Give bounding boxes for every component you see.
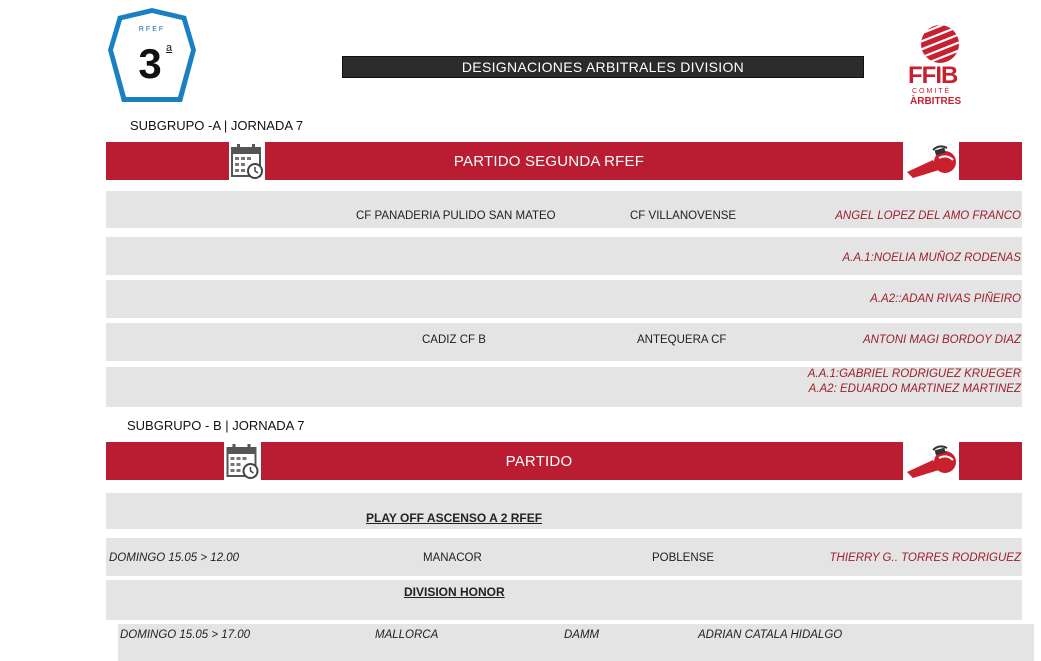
ffib-ball-icon (920, 24, 960, 64)
home-team: CF PANADERIA PULIDO SAN MATEO (356, 210, 556, 222)
section-playoff-row (106, 493, 1022, 529)
ffib-logo (906, 22, 968, 108)
rfef-logo (104, 4, 200, 108)
home-team: CADIZ CF B (422, 334, 486, 346)
assistant-2: A.A2::ADAN RIVAS PIÑEIRO (870, 293, 1021, 305)
assistant-1: A.A.1:GABRIEL RODRIGUEZ KRUEGER (807, 368, 1021, 380)
page-title: DESIGNACIONES ARBITRALES DIVISION (342, 56, 864, 78)
home-team: MALLORCA (375, 629, 439, 641)
section-division-honor-row (106, 580, 1022, 620)
whistle-icon (903, 442, 959, 480)
referee: THIERRY G.. TORRES RODRIGUEZ (829, 552, 1021, 564)
referee: ANGEL LOPEZ DEL AMO FRANCO (835, 210, 1021, 222)
rfef-brand: RFEF (138, 26, 166, 33)
referee: ANTONI MAGI BORDOY DIAZ (862, 334, 1021, 346)
whistle-icon (903, 142, 959, 180)
ffib-brand: FFIB (908, 62, 958, 89)
referee: ADRIAN CATALA HIDALGO (698, 629, 843, 641)
away-team: DAMM (564, 629, 600, 641)
calendar-clock-icon (224, 442, 261, 480)
home-team: MANACOR (423, 552, 482, 564)
group-b-banner-label: PARTIDO (505, 452, 573, 470)
rfef-ordinal: a (166, 42, 173, 54)
match-date: DOMINGO 15.05 > 12.00 (109, 552, 240, 564)
rfef-number: 3 (138, 40, 162, 87)
group-a-label: SUBGRUPO -A | JORNADA 7 (130, 118, 304, 133)
group-b-label: SUBGRUPO - B | JORNADA 7 (127, 418, 305, 433)
ffib-line2: ÀRBITRES (910, 96, 962, 107)
away-team: POBLENSE (652, 552, 714, 564)
away-team: ANTEQUERA CF (637, 334, 727, 346)
section-division-honor-title: DIVISION HONOR (404, 585, 505, 599)
assistant-2: A.A2: EDUARDO MARTINEZ MARTINEZ (808, 383, 1021, 395)
group-a-banner-label: PARTIDO SEGUNDA RFEF (453, 152, 645, 170)
calendar-clock-icon (229, 142, 265, 180)
section-playoff-title: PLAY OFF ASCENSO A 2 RFEF (366, 511, 543, 525)
away-team: CF VILLANOVENSE (630, 210, 737, 222)
assistant-1: A.A.1:NOELIA MUÑOZ RODENAS (842, 252, 1021, 264)
match-date: DOMINGO 15.05 > 17.00 (120, 629, 251, 641)
ffib-line1: COMITÈ (912, 88, 952, 95)
